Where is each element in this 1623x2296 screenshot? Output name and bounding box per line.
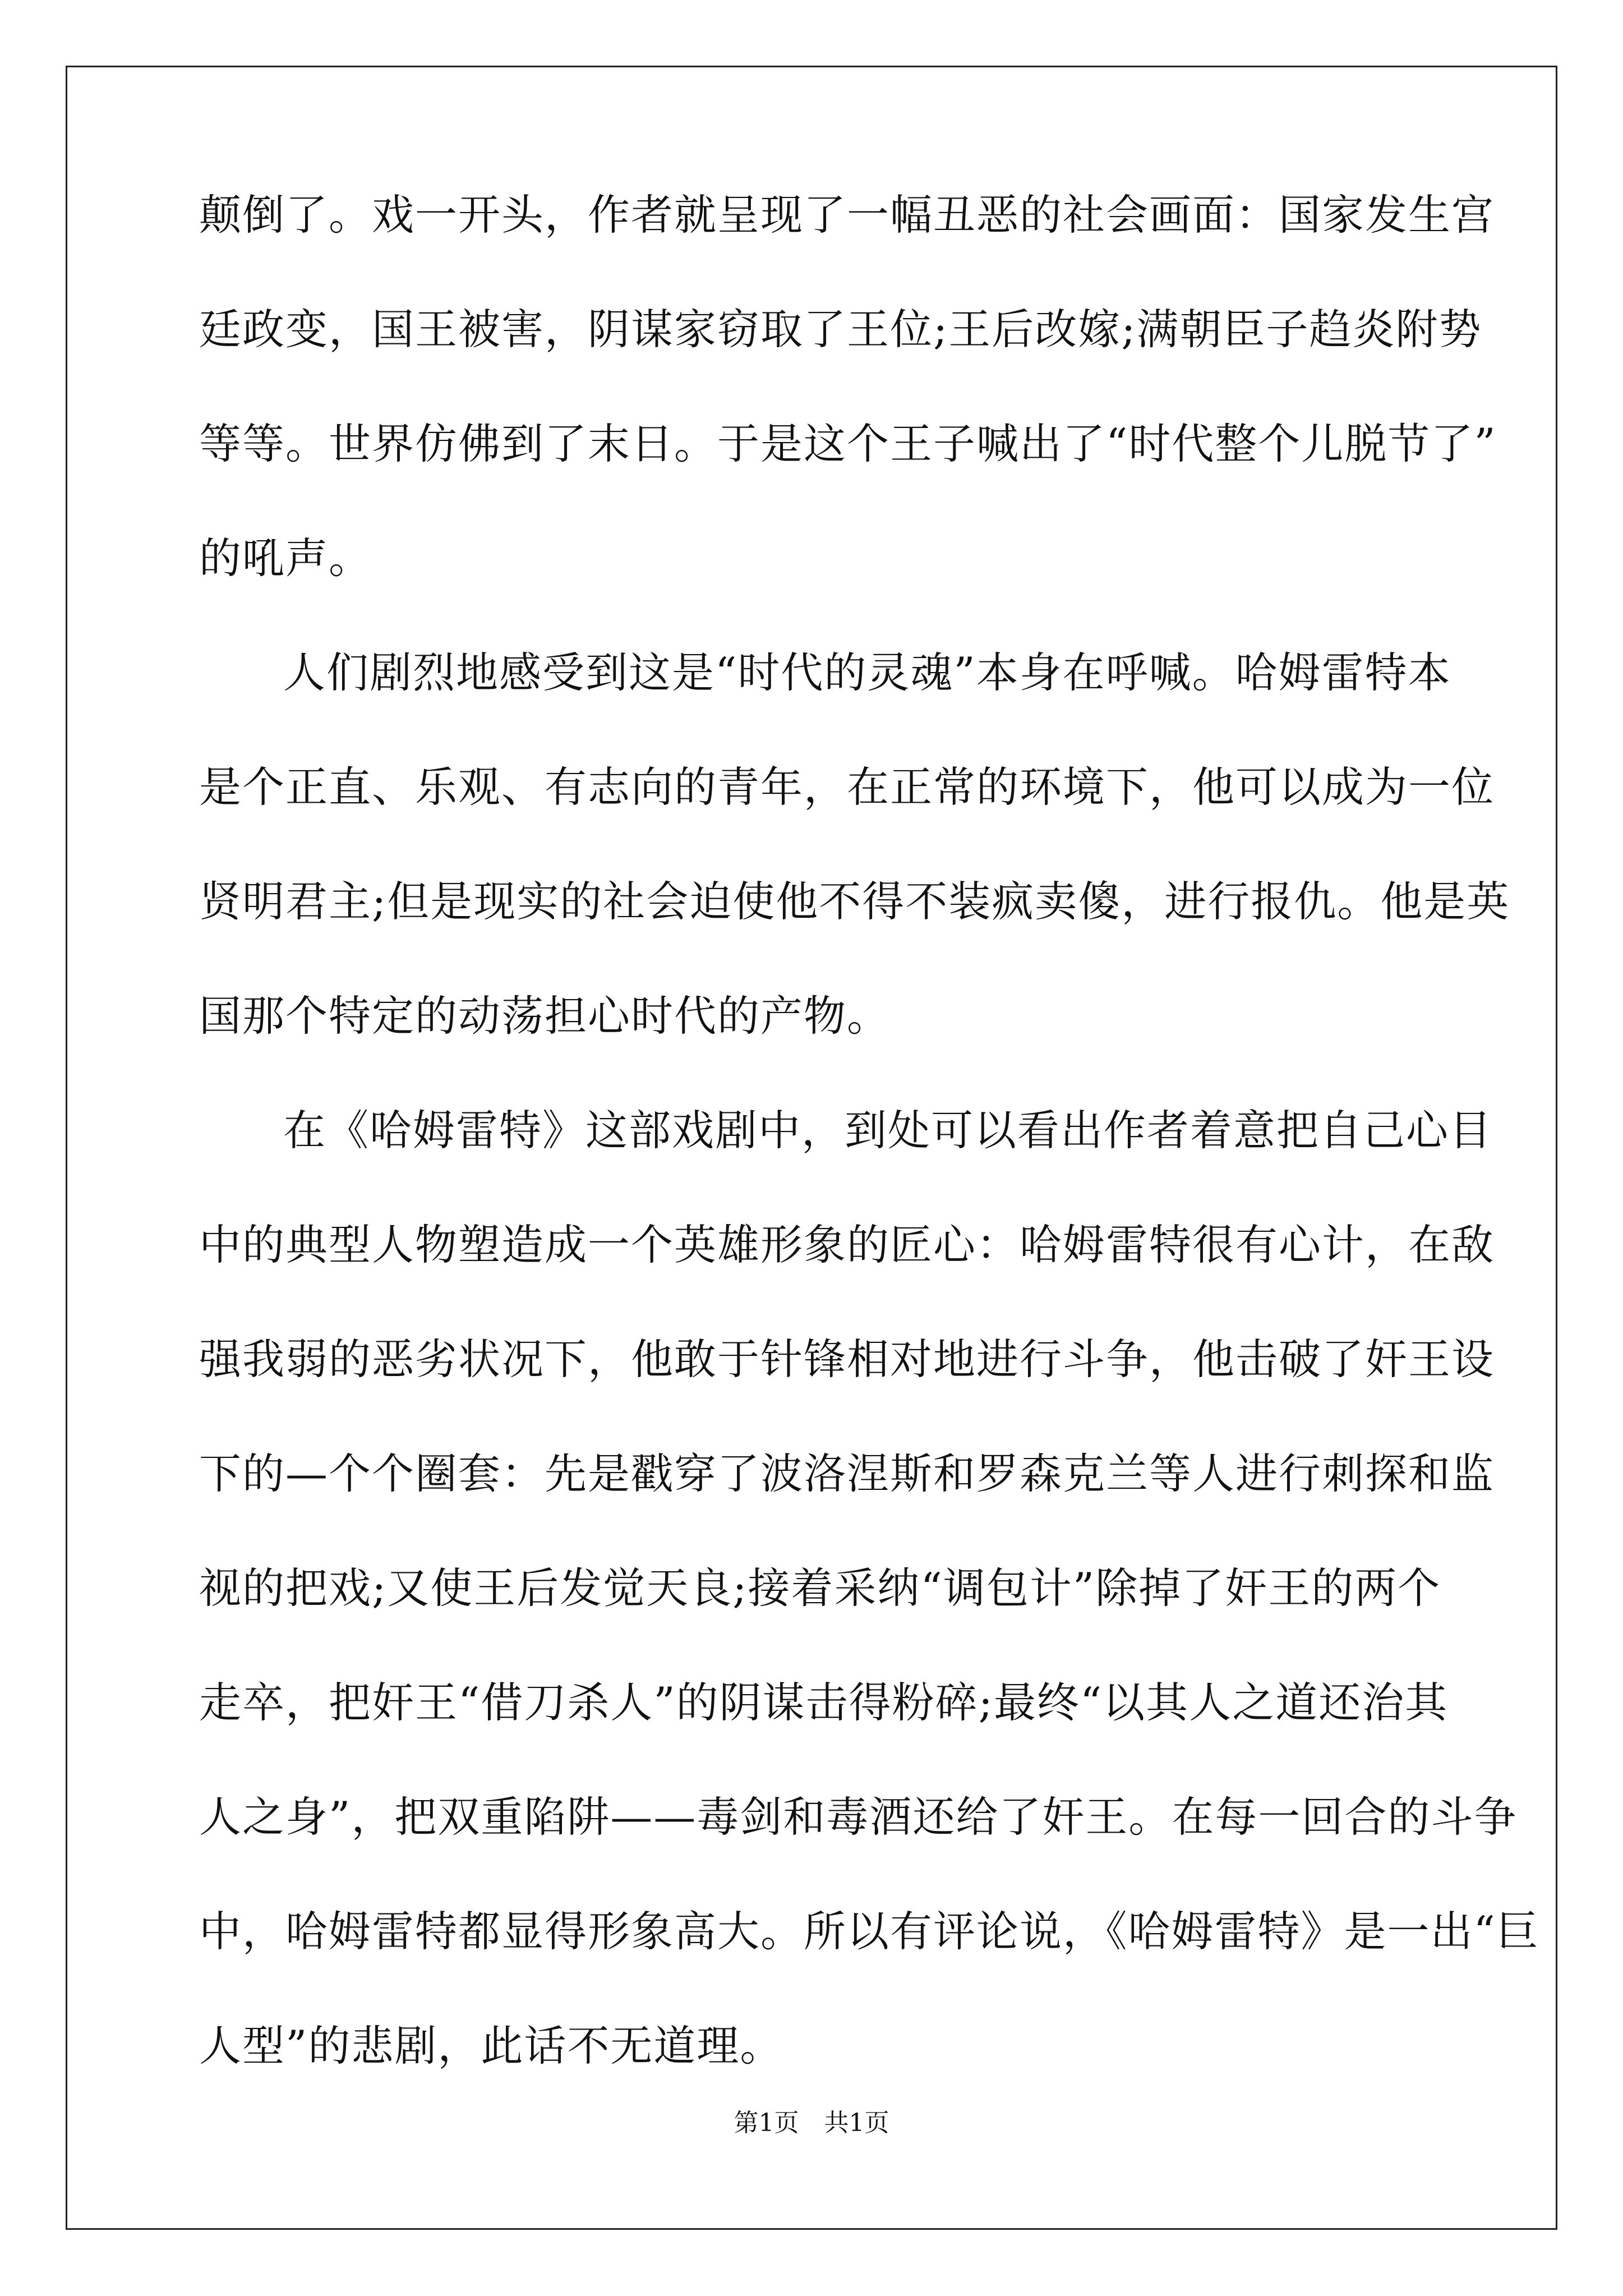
paragraph-line: 的吼声。 (199, 533, 372, 583)
paragraph-line: 在《哈姆雷特》这部戏剧中，到处可以看出作者着意把自己心目 (283, 1106, 1493, 1155)
paragraph-line: 等等。世界仿佛到了末日。于是这个王子喊出了“时代整个儿脱节了” (199, 419, 1497, 468)
page-number: 第1页 (734, 2109, 799, 2137)
paragraph-line: 中的典型人物塑造成一个英雄形象的匠心：哈姆雷特很有心计，在敌 (199, 1220, 1495, 1269)
paragraph-line: 国那个特定的动荡担心时代的产物。 (199, 991, 891, 1041)
paragraph-line: 是个正直、乐观、有志向的青年，在正常的环境下，他可以成为一位 (199, 762, 1495, 812)
paragraph-line: 视的把戏;又使王后发觉天良;接着采纳“调包计”除掉了奸王的两个 (199, 1563, 1441, 1613)
page-footer (0, 2106, 1623, 2140)
paragraph-line: 强我弱的恶劣状况下，他敢于针锋相对地进行斗争，他击破了奸王设 (199, 1335, 1495, 1384)
paragraph-line: 下的—个个圈套：先是戳穿了波洛涅斯和罗森克兰等人进行刺探和监 (199, 1449, 1495, 1498)
paragraph-line: 贤明君主;但是现实的社会迫使他不得不装疯卖傻，进行报仇。他是英 (199, 877, 1510, 926)
paragraph-line: 走卒，把奸王“借刀杀人”的阴谋击得粉碎;最终“以其人之道还治其 (199, 1678, 1449, 1727)
document-body (199, 190, 1539, 2135)
paragraph-line: 人型”的悲剧，此话不无道理。 (199, 2021, 783, 2070)
paragraph-line: 人们剧烈地感受到这是“时代的灵魂”本身在呼喊。哈姆雷特本 (283, 648, 1451, 697)
paragraph-line: 廷政变，国王被害，阴谋家窃取了王位;王后改嫁;满朝臣子趋炎附势 (199, 305, 1482, 354)
page-total: 共1页 (824, 2109, 889, 2137)
paragraph-line: 中，哈姆雷特都显得形象高大。所以有评论说，《哈姆雷特》是一出“巨 (199, 1907, 1539, 1956)
paragraph-line: 人之身”，把双重陷阱——毒剑和毒酒还给了奸王。在每一回合的斗争 (199, 1792, 1518, 1842)
paragraph-line: 颠倒了。戏一开头，作者就呈现了一幅丑恶的社会画面：国家发生宫 (199, 190, 1495, 240)
